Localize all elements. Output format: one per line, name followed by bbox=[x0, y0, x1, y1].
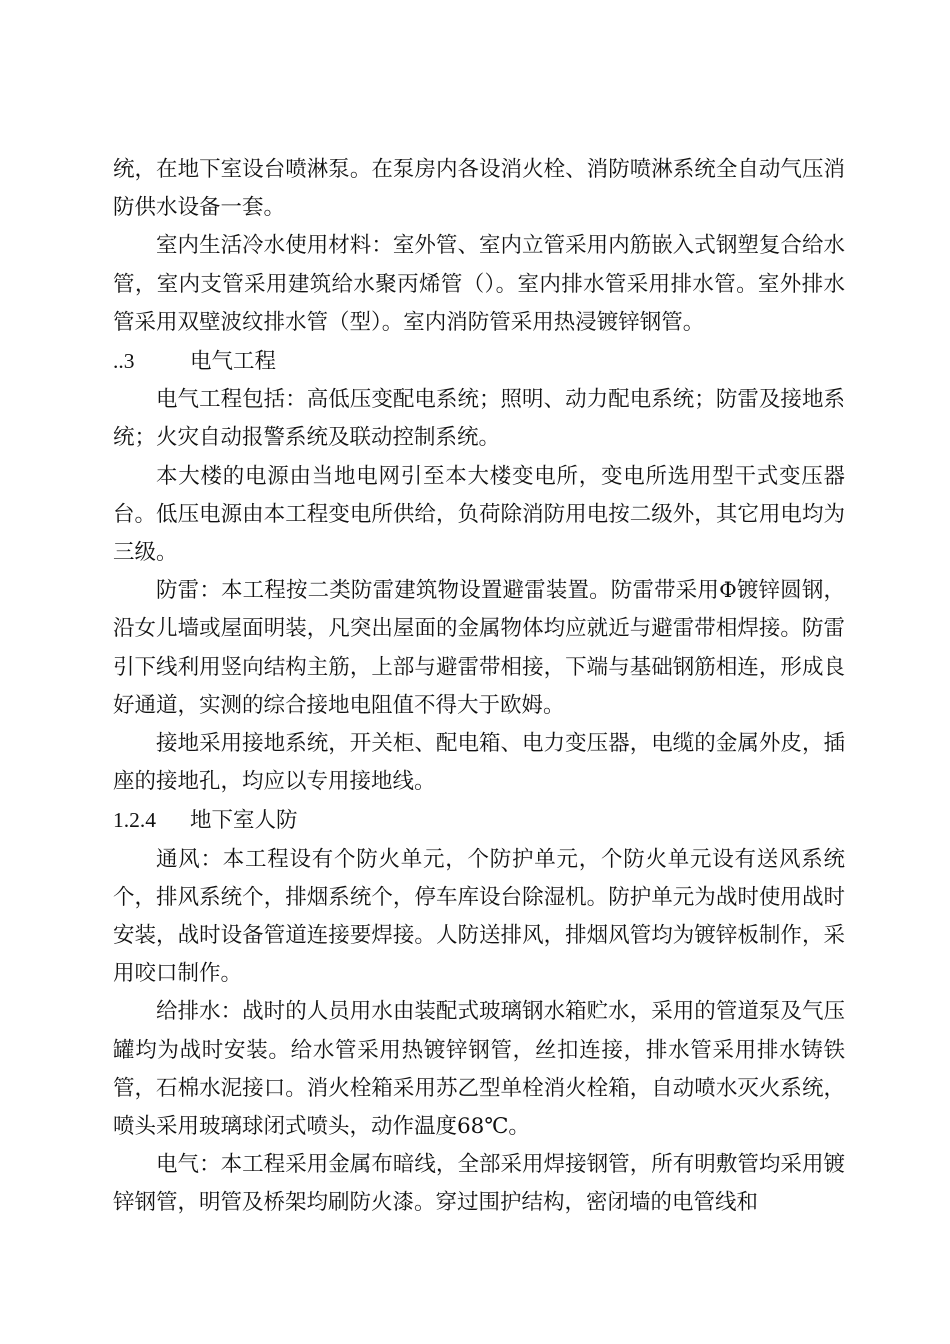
paragraph-ventilation: 通风：本工程设有个防火单元，个防护单元，个防火单元设有送风系统个，排风系统个，排烟系统个，停车库设台除湿机。防护单元为战时使用战时安装，战时设备管道连接要焊接。人防送排风，排烟风管均为镀锌板制作，采用咬口制作。 bbox=[113, 846, 845, 987]
paragraph-water-supply-drainage: 给排水：战时的人员用水由装配式玻璃钢水箱贮水，采用的管道泵及气压罐均为战时安装。给水管采用热镀锌钢管，丝扣连接，排水管采用排水铸铁管，石棉水泥接口。消火栓箱采用苏乙型单栓消火栓箱，自动喷水灭火系统，喷头采用玻璃球闭式喷头，动作温度68℃。 bbox=[113, 999, 845, 1140]
section-title: 地下室人防 bbox=[190, 808, 298, 834]
paragraph-electrical-wiring: 电气：本工程采用金属布暗线，全部采用焊接钢管，所有明敷管均采用镀锌钢管，明管及桥架均刷防火漆。穿过围护结构，密闭墙的电管线和 bbox=[113, 1152, 845, 1216]
document-body bbox=[113, 151, 845, 1223]
paragraph-grounding: 接地采用接地系统，开关柜、配电箱、电力变压器，电缆的金属外皮，插座的接地孔，均应以专用接地线。 bbox=[113, 731, 845, 795]
section-heading-electrical bbox=[113, 342, 845, 381]
section-title: 电气工程 bbox=[190, 349, 277, 375]
section-number: ..3 bbox=[113, 349, 135, 374]
paragraph-electrical-scope: 电气工程包括：高低压变配电系统；照明、动力配电系统；防雷及接地系统；火灾自动报警系统及联动控制系统。 bbox=[113, 387, 845, 451]
paragraph-power-supply: 本大楼的电源由当地电网引至本大楼变电所，变电所选用型干式变压器台。低压电源由本工程变电所供给，负荷除消防用电按二级外，其它用电均为三级。 bbox=[113, 463, 845, 566]
paragraph-continuation: 统，在地下室设台喷淋泵。在泵房内各设消火栓、消防喷淋系统全自动气压消防供水设备一套。 bbox=[113, 157, 845, 221]
paragraph-indoor-water-materials: 室内生活冷水使用材料：室外管、室内立管采用内筋嵌入式钢塑复合给水管，室内支管采用建筑给水聚丙烯管（）。室内排水管采用排水管。室外排水管采用双壁波纹排水管（型）。室内消防管采用热浸镀锌钢管。 bbox=[113, 233, 845, 335]
section-number: 1.2.4 bbox=[113, 808, 156, 833]
section-heading-civil-defense bbox=[113, 801, 845, 840]
paragraph-lightning-protection: 防雷：本工程按二类防雷建筑物设置避雷装置。防雷带采用Φ镀锌圆钢，沿女儿墙或屋面明装，凡突出屋面的金属物体均应就近与避雷带相焊接。防雷引下线利用竖向结构主筋，上部与避雷带相接，下端与基础钢筋相连，形成良好通道，实测的综合接地电阻值不得大于欧姆。 bbox=[113, 578, 845, 718]
